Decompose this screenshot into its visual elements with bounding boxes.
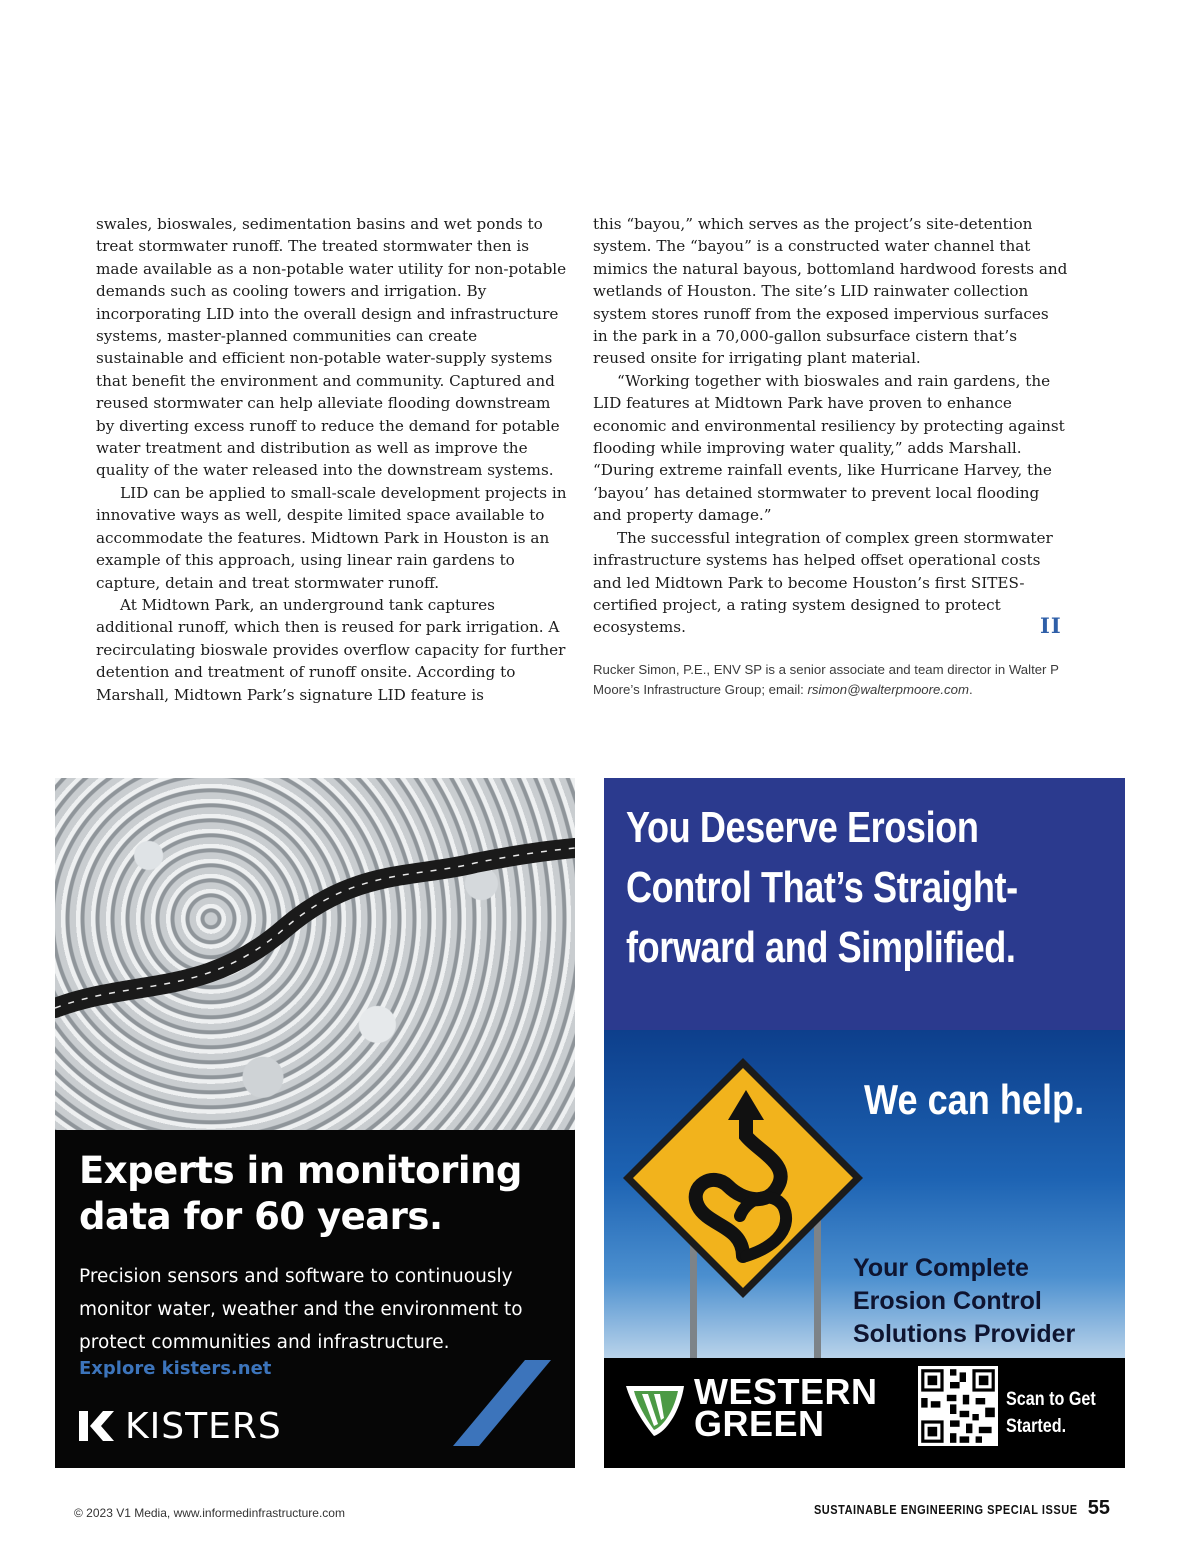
author-email-link[interactable]: rsimon@walterpmoore.com — [807, 682, 969, 697]
logo-line-green: GREEN — [694, 1403, 825, 1444]
kisters-logo[interactable] — [79, 1406, 282, 1446]
winding-road-icon — [55, 778, 575, 1130]
page-number: 55 — [1087, 1497, 1110, 1519]
snowy-forest-road-photo — [55, 778, 575, 1130]
author-bio-text: Rucker Simon, P.E., ENV SP is a senior associate and team director in Walter P Moore’s Infrastructure Group; email: — [593, 662, 1059, 697]
western-green-logo[interactable] — [624, 1371, 878, 1444]
article-paragraph: LID can be applied to small-scale development projects in innovative ways as well, despite limited space available to accommodate the features. Midtown Park in Houston is an example of this approach, using linear rain gardens to capture, detain and treat stormwater runoff. — [96, 483, 567, 592]
western-green-advertisement[interactable] — [604, 778, 1125, 1468]
article-paragraph: swales, bioswales, sedimentation basins and wet ponds to treat stormwater runoff. The treated stormwater then is made available as a non-potable water utility for non-potable demands such as cooling towers and irrigation. By incorporating LID into the overall design and infrastructure systems, master-planned communities can create sustainable and efficient non-potable water-supply systems that benefit the environment and community. Captured and reused stormwater can help alleviate flooding downstream by diverting excess runoff to reduce the demand for potable water treatment and distribution as well as improve the quality of the water released into the downstream systems. — [96, 215, 567, 480]
western-green-headline: You Deserve Erosion Control That’s Straight-forward and Simplified. — [626, 803, 1018, 972]
provider-text: Your Complete Erosion Control Solutions Provider — [853, 1254, 1076, 1348]
scan-to-get-started-text: Scan to Get Started. — [1006, 1389, 1096, 1437]
we-can-help-tagline: We can help. — [864, 1076, 1085, 1123]
article-paragraph: “Working together with bioswales and rain gardens, the LID features at Midtown Park have proven to enhance economic and environmental resiliency by protecting against flooding while improving water quality,” adds Marshall. “During extreme rainfall events, like Hurricane Harvey, the ‘bayou’ has detained stormwater to prevent local flooding and property damage.” — [593, 371, 1065, 525]
tangled-arrow-road-sign-icon — [618, 1056, 868, 1358]
article-right-column — [593, 213, 1068, 639]
kisters-link[interactable]: Explore kisters.net — [79, 1358, 272, 1379]
kisters-k-logo-icon — [79, 1411, 115, 1441]
kisters-logo-text: KISTERS — [125, 1405, 282, 1447]
western-green-leaf-logo-icon — [624, 1378, 688, 1438]
qr-code-icon[interactable] — [918, 1366, 998, 1446]
footer-right — [778, 1497, 1110, 1520]
article-paragraph: At Midtown Park, an underground tank captures additional runoff, which then is reused for park irrigation. A recirculating bioswale provides overflow capacity for further detention and treatment of runoff onsite. According to Marshall, Midtown Park’s signature LID feature is — [96, 595, 566, 704]
article-paragraph: The successful integration of complex green stormwater infrastructure systems has helped offset operational costs and led Midtown Park to become Houston’s first SITES-certified project, a rating system designed to protect ecosystems. — [593, 528, 1053, 637]
western-green-logo-text — [694, 1371, 878, 1444]
kisters-headline: Experts in monitoring data for 60 years. — [79, 1149, 522, 1238]
blue-stripe-decoration-icon — [453, 1360, 553, 1446]
article-paragraph: this “bayou,” which serves as the project’s site-detention system. The “bayou” is a constructed water channel that mimics the natural bayous, bottomland hardwood forests and wetlands of Houston. The site’s LID rainwater collection system stores runoff from the exposed impervious surfaces in the park in a 70,000-gallon subsurface cistern that’s reused onsite for irrigating plant material. — [593, 215, 1068, 368]
author-bio — [593, 660, 1063, 700]
kisters-subtext: Precision sensors and software to continuously monitor water, weather and the environment to protect communities and infrastructure. — [79, 1266, 523, 1353]
logo-line-western: WESTERN — [694, 1371, 878, 1412]
footer-copyright: © 2023 V1 Media, www.informedinfrastructure.com — [74, 1506, 345, 1520]
article-end-mark: II — [1040, 613, 1062, 638]
author-bio-end: . — [968, 682, 973, 697]
article-left-column — [96, 213, 568, 706]
kisters-advertisement[interactable] — [55, 778, 575, 1468]
western-green-footer-bar — [604, 1358, 1125, 1468]
footer-issue-title: SUSTAINABLE ENGINEERING SPECIAL ISSUE — [814, 1503, 1078, 1517]
